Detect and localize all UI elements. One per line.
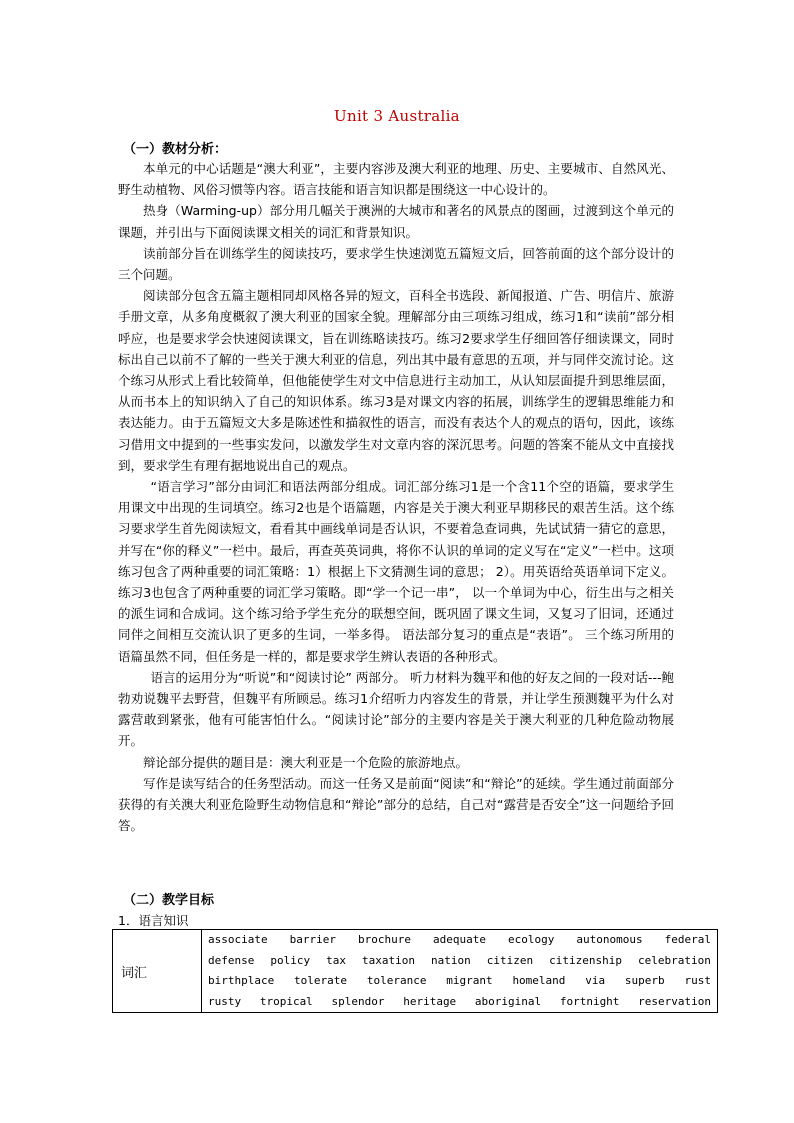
vocabulary-table <box>112 929 718 1013</box>
vocab-word: tolerate <box>294 974 348 987</box>
vocab-word: autonomous <box>576 933 643 946</box>
vocab-word: rust <box>684 974 711 987</box>
paragraph-language-study: “语言学习”部分由词汇和语法两部分组成。词汇部分练习1是一个含11个空的语篇，要求学生用课文中出现的生词填空。练习2也是个语篇题，内容是关于澳大利亚早期移民的艰苦生活。这个练习要求学生首先阅读短文，看看其中画线单词是否认识，不要着急查词典，先试试猜一猜它的意思，并写在“你的释义”一栏中。最后，再查英英词典，将你不认识的单词的定义写在“定义”一栏中。这项练习包含了两种重要的词汇策略：1）根据上下文猜测生词的意思； 2）。用英语给英语单词下定义。练习3也包含了两种重要的词汇学习策略。即“学一个记一串”， 以一个单词为中心，衍生出与之相关的派生词和合成词。这个练习给予学生充分的联想空间，既巩固了课文生词，又复习了旧词，还通过同伴之间相互交流认识了更多的生词，一举多得。 语法部分复习的重点是“表语”。 三个练习所用的语篇虽然不同，但任务是一样的，都是要求学生辨认表语的各种形式。 <box>118 479 674 664</box>
vocab-word: fortnight <box>559 994 620 1008</box>
vocab-word: barrier <box>289 933 336 946</box>
paragraph-pre-reading: 读前部分旨在训练学生的阅读技巧，要求学生快速浏览五篇短文后，回答前面的这个部分设计的三个问题。 <box>118 245 674 283</box>
vocab-word: tax <box>326 953 347 967</box>
paragraph-reading: 阅读部分包含五篇主题相同却风格各异的短文，百科全书选段、新闻报道、广告、明信片、旅游手册文章，从多角度概叙了澳大利亚的国家全貌。理解部分由三项练习组成，练习1和“读前”部分相呼应，也是要求学会快速阅读课文，旨在训练略读技巧。练习2要求学生仔细回答仔细读课文，同时标出自己以前不了解的一些关于澳大利亚的信息，列出其中最有意思的五项，并与同伴交流讨论。这个练习从形式上看比较简单，但他能使学生对文中信息进行主动加工，从认知层面提升到思维层面，从而书本上的知识纳入了自己的知识体系。练习3是对课文内容的拓展，训练学生的逻辑思维能力和表达能力。由于五篇短文大多是陈述性和描叙性的语言，而没有表达个人的观点的语句，因此，该练习借用文中提到的一些事实发问，以激发学生对文章内容的深沉思考。问题的答案不能从文中直接找到，要求学生有理有据地说出自己的观点。 <box>118 288 674 473</box>
paragraph-language-use: 语言的运用分为“听说”和“阅读讨论” 两部分。 听力材料为魏平和他的好友之间的一段对话---鲍勃劝说魏平去野营，但魏平有所顾忌。练习1介绍听力内容发生的背景，并让学生预测魏平为什么对露营敢到紧张，他有可能害怕什么。“阅读讨论”部分的主要内容是关于澳大利亚的几种危险动物展开。 <box>118 669 674 749</box>
vocab-word: federal <box>664 933 711 946</box>
vocab-word: celebration <box>638 953 711 967</box>
vocab-row <box>208 951 711 972</box>
vocab-word: citizen <box>486 953 534 967</box>
vocab-word: homeland <box>512 974 566 987</box>
paragraph-warming-up: 热身（Warming-up）部分用几幅关于澳洲的大城市和著名的风景点的图画，过渡到这个单元的课题，并引出与下面阅读课文相关的词汇和背景知识。 <box>118 203 674 240</box>
subheading-language-knowledge: 1．语言知识 <box>118 913 189 928</box>
document-title: Unit 3 Australia <box>334 107 460 125</box>
vocab-word: aboriginal <box>474 994 542 1008</box>
vocab-word: defense <box>208 953 255 967</box>
paragraph-debate: 辩论部分提供的题目是：澳大利亚是一个危险的旅游地点。 <box>143 754 469 770</box>
vocab-word: tolerance <box>366 974 427 987</box>
vocab-word: adequate <box>433 933 486 946</box>
vocab-word: nation <box>431 953 471 967</box>
vocab-word: ecology <box>508 933 555 946</box>
paragraph-writing: 写作是读写结合的任务型活动。而这一任务又是前面“阅读”和“辩论”的延续。学生通过前面部分获得的有关澳大利亚危险野生动物信息和“辩论”部分的总结，自己对“露营是否安全”这一问题给予回答。 <box>118 775 674 834</box>
vocab-word: superb <box>624 974 665 987</box>
vocab-word: associate <box>208 933 268 946</box>
vocab-word: brochure <box>358 933 411 946</box>
section-heading-objectives: （二）教学目标 <box>123 893 215 908</box>
vocab-word: taxation <box>362 953 416 967</box>
vocab-word: rusty <box>208 994 242 1008</box>
vocab-word: migrant <box>446 974 493 987</box>
vocab-row <box>208 971 711 992</box>
vocab-word: tropical <box>259 994 313 1008</box>
vocab-label-cell: 词汇 <box>113 930 202 1013</box>
vocab-word: citizenship <box>549 953 623 967</box>
vocab-word: heritage <box>403 994 457 1008</box>
vocab-word: via <box>585 974 606 987</box>
vocab-row <box>208 930 711 951</box>
section-heading-analysis: （一）教材分析： <box>123 142 228 157</box>
vocab-word: birthplace <box>208 974 275 987</box>
analysis-body <box>118 158 674 837</box>
vocab-words-cell <box>202 930 718 1013</box>
paragraph-topic: 本单元的中心话题是“澳大利亚”，主要内容涉及澳大利亚的地理、历史、主要城市、自然风光、野生动植物、风俗习惯等内容。语言技能和语言知识都是围绕这一中心设计的。 <box>118 161 674 198</box>
vocab-word: splendor <box>331 994 385 1008</box>
vocab-row <box>208 992 711 1013</box>
vocab-word: policy <box>270 953 311 967</box>
vocab-word: reservation <box>638 994 711 1008</box>
